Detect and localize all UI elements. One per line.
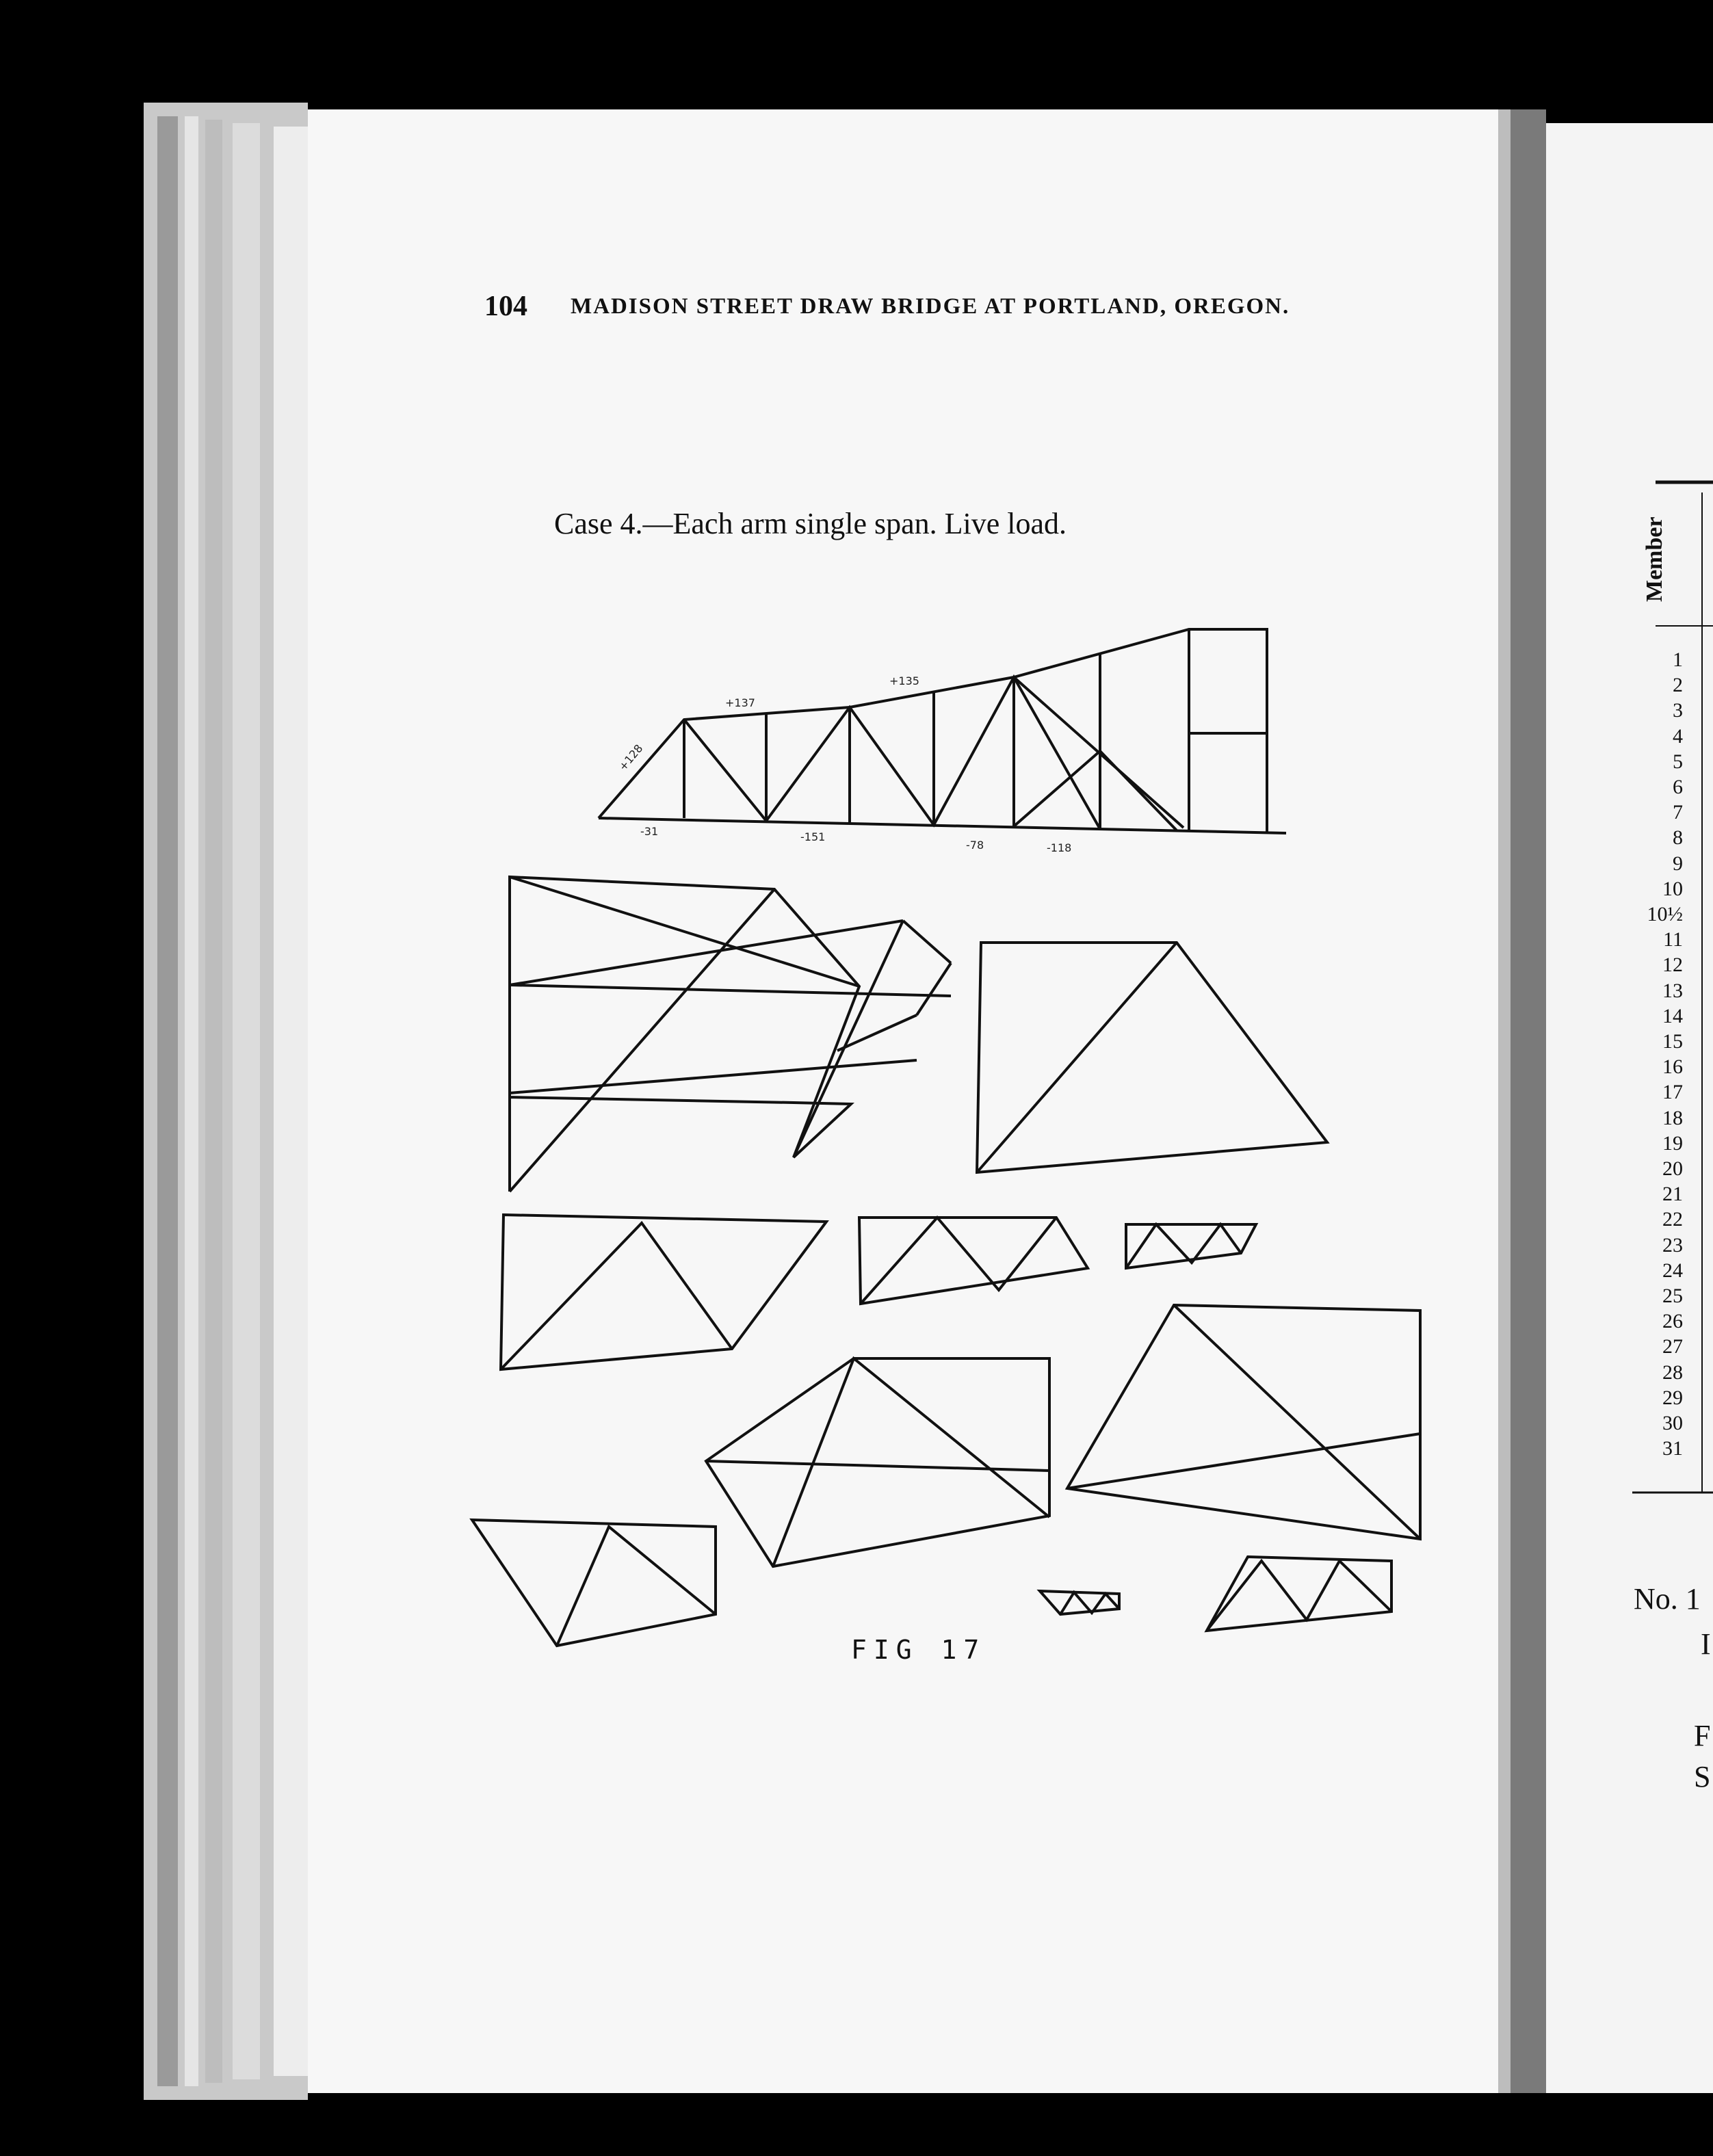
member-number: 12 [1662,954,1683,977]
member-number: 15 [1662,1030,1683,1053]
member-number: 31 [1662,1437,1683,1460]
stress-diagram-3 [501,1215,826,1369]
stress-diagram-9 [1040,1591,1119,1614]
member-number: 23 [1662,1233,1683,1257]
stress-diagram-5 [1126,1224,1256,1268]
facing-note: No. 1 [1634,1582,1701,1616]
member-number: 2 [1673,674,1683,697]
truss-label: -78 [966,839,984,852]
stress-diagram-1 [510,877,951,1192]
member-number: 9 [1673,852,1683,875]
running-title: MADISON STREET DRAW BRIDGE AT PORTLAND, OREGON. [571,294,1290,319]
truss-label: +128 [616,741,646,774]
member-number: 24 [1662,1259,1683,1282]
page-number: 104 [484,291,527,322]
member-number: 8 [1673,826,1683,850]
member-number: 19 [1662,1131,1683,1155]
member-number: 18 [1662,1106,1683,1129]
member-number: 11 [1663,928,1683,951]
member-number: 16 [1662,1055,1683,1079]
member-number: 30 [1662,1412,1683,1434]
truss-label: -151 [800,830,826,843]
member-number: 13 [1662,979,1683,1002]
member-number: 5 [1673,750,1683,773]
facing-note: F [1694,1719,1711,1752]
facing-note: I [1701,1627,1711,1661]
member-number: 25 [1662,1285,1683,1307]
member-number: 26 [1662,1310,1683,1333]
member-number: 4 [1673,724,1683,748]
member-number: 6 [1673,776,1683,798]
truss-label: +137 [725,696,755,709]
truss-elevation [599,629,1286,833]
member-number: 3 [1673,699,1683,722]
member-number: 10 [1662,877,1683,900]
member-number: 20 [1662,1157,1683,1180]
case-caption: Case 4.—Each arm single span. Live load. [554,507,1067,540]
member-number: 28 [1662,1360,1683,1384]
member-number: 27 [1662,1335,1683,1358]
member-number: 10½ [1647,903,1683,925]
member-number: 1 [1673,648,1683,671]
truss-label: +135 [889,674,919,687]
figure-label: FIG 17 [851,1635,986,1665]
stress-diagram-7 [706,1358,1049,1566]
column-header-member: Member [1642,516,1667,602]
stress-diagram-10 [1207,1557,1391,1631]
member-number: 14 [1662,1004,1683,1027]
stress-diagram-8 [472,1520,716,1646]
member-number: 7 [1673,801,1683,824]
member-number: 29 [1662,1386,1683,1409]
member-number: 17 [1662,1081,1683,1104]
member-number: 22 [1662,1208,1683,1231]
facing-note: S [1694,1760,1711,1793]
truss-label: -118 [1047,841,1072,854]
stress-diagram-2 [977,943,1327,1172]
stress-diagram-4 [859,1218,1088,1304]
member-number: 21 [1662,1183,1683,1206]
stress-diagram-6 [1067,1305,1420,1539]
truss-label: -31 [640,825,659,838]
